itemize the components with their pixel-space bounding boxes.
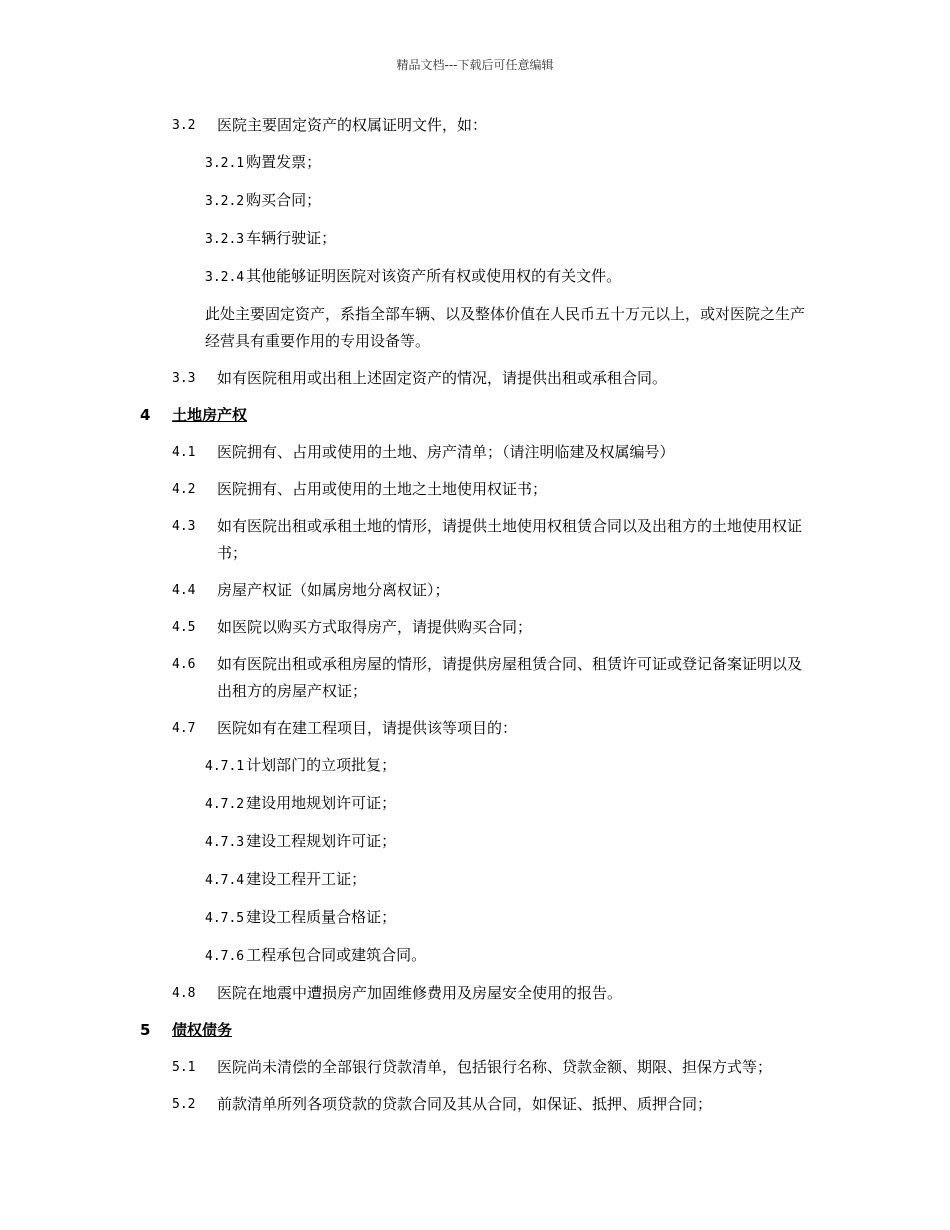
- item-text: 如医院以购买方式取得房产，请提供购买合同；: [217, 618, 533, 636]
- item-text: 工程承包合同或建筑合同。: [246, 946, 427, 964]
- note-paragraph: [205, 301, 812, 355]
- item-text: 计划部门的立项批复；: [246, 756, 397, 774]
- item-number: 3.2: [172, 118, 196, 133]
- item-4-5: [0, 614, 950, 641]
- item-text: 医院如有在建工程项目，请提供该等项目的：: [217, 719, 518, 737]
- item-4-7: [0, 715, 950, 742]
- item-text: 其他能够证明医院对该资产所有权或使用权的有关文件。: [246, 267, 622, 285]
- item-number: 3.3: [172, 371, 196, 386]
- document-body: [0, 112, 950, 1128]
- item-text: 医院主要固定资产的权属证明文件，如：: [217, 116, 488, 134]
- section-title: 土地房产权: [172, 406, 248, 424]
- item-number: 3.2.1: [205, 156, 245, 171]
- item-4-7-2: [205, 790, 812, 818]
- item-number: 4.2: [172, 482, 196, 497]
- item-4-6: [0, 651, 950, 705]
- item-number: 4.1: [172, 445, 196, 460]
- item-3-2-3: [205, 225, 812, 253]
- item-3-2-1: [205, 149, 812, 177]
- item-4-7-3: [205, 828, 812, 856]
- item-4-8: [0, 980, 950, 1007]
- item-number: 3.2.2: [205, 194, 245, 209]
- item-4-7-1: [205, 752, 812, 780]
- item-4-4: [0, 577, 950, 604]
- item-text: 如有医院出租或承租房屋的情形，请提供房屋租赁合同、租赁许可证或登记备案证明以及出租方的房屋产权证；: [217, 655, 803, 700]
- item-number: 4.5: [172, 620, 196, 635]
- item-number: 4.4: [172, 583, 196, 598]
- item-5-2: [0, 1091, 950, 1118]
- item-number: 4.7.2: [205, 797, 245, 812]
- item-number: 4.7: [172, 721, 196, 736]
- item-number: 5.1: [172, 1060, 196, 1075]
- item-number: 5.2: [172, 1097, 196, 1112]
- item-text: 建设工程开工证；: [246, 870, 367, 888]
- item-text: 医院拥有、占用或使用的土地、房产清单；（请注明临建及权属编号）: [217, 443, 675, 461]
- item-number: 3.2.4: [205, 270, 245, 285]
- item-text: 房屋产权证（如属房地分离权证）；: [217, 581, 450, 599]
- section-4-heading: [0, 402, 950, 429]
- item-4-7-5: [205, 904, 812, 932]
- item-4-3: [0, 513, 950, 567]
- item-text: 前款清单所列各项贷款的贷款合同及其从合同，如保证、抵押、质押合同；: [217, 1095, 713, 1113]
- item-text: 如有医院租用或出租上述固定资产的情况，请提供出租或承租合同。: [217, 369, 668, 387]
- item-text: 医院在地震中遭损房产加固维修费用及房屋安全使用的报告。: [217, 984, 623, 1002]
- page-header: 精品文档---下载后可任意编辑: [396, 58, 554, 72]
- item-text: 如有医院出租或承租土地的情形，请提供土地使用权租赁合同以及出租方的土地使用权证书；: [217, 517, 803, 562]
- item-text: 购置发票；: [246, 153, 322, 171]
- item-number: 4.7.6: [205, 949, 245, 964]
- item-text: 建设用地规划许可证；: [246, 794, 397, 812]
- item-3-2: [0, 112, 950, 139]
- item-number: 4.3: [172, 519, 196, 534]
- item-4-2: [0, 476, 950, 503]
- item-3-2-2: [205, 187, 812, 215]
- item-number: 4.7.5: [205, 911, 245, 926]
- section-number: 4: [140, 406, 151, 424]
- paragraph-text: 此处主要固定资产，系指全部车辆、以及整体价值在人民币五十万元以上，或对医院之生产经营具有重要作用的专用设备等。: [205, 305, 806, 350]
- item-4-7-6: [205, 942, 812, 970]
- item-5-1: [0, 1054, 950, 1081]
- item-text: 建设工程规划许可证；: [246, 832, 397, 850]
- item-number: 4.7.1: [205, 759, 245, 774]
- item-text: 医院拥有、占用或使用的土地之土地使用权证书；: [217, 480, 548, 498]
- item-text: 医院尚未清偿的全部银行贷款清单，包括银行名称、贷款金额、期限、担保方式等；: [217, 1058, 773, 1076]
- item-number: 4.7.3: [205, 835, 245, 850]
- section-number: 5: [140, 1021, 151, 1039]
- item-3-3: [0, 365, 950, 392]
- item-text: 车辆行驶证；: [246, 229, 337, 247]
- item-number: 4.6: [172, 657, 196, 672]
- item-number: 3.2.3: [205, 232, 245, 247]
- item-text: 购买合同；: [246, 191, 322, 209]
- item-text: 建设工程质量合格证；: [246, 908, 397, 926]
- item-number: 4.7.4: [205, 873, 245, 888]
- item-number: 4.8: [172, 986, 196, 1001]
- item-3-2-4: [205, 263, 812, 291]
- item-4-1: [0, 439, 950, 466]
- item-4-7-4: [205, 866, 812, 894]
- section-5-heading: [0, 1017, 950, 1044]
- section-title: 债权债务: [172, 1021, 233, 1039]
